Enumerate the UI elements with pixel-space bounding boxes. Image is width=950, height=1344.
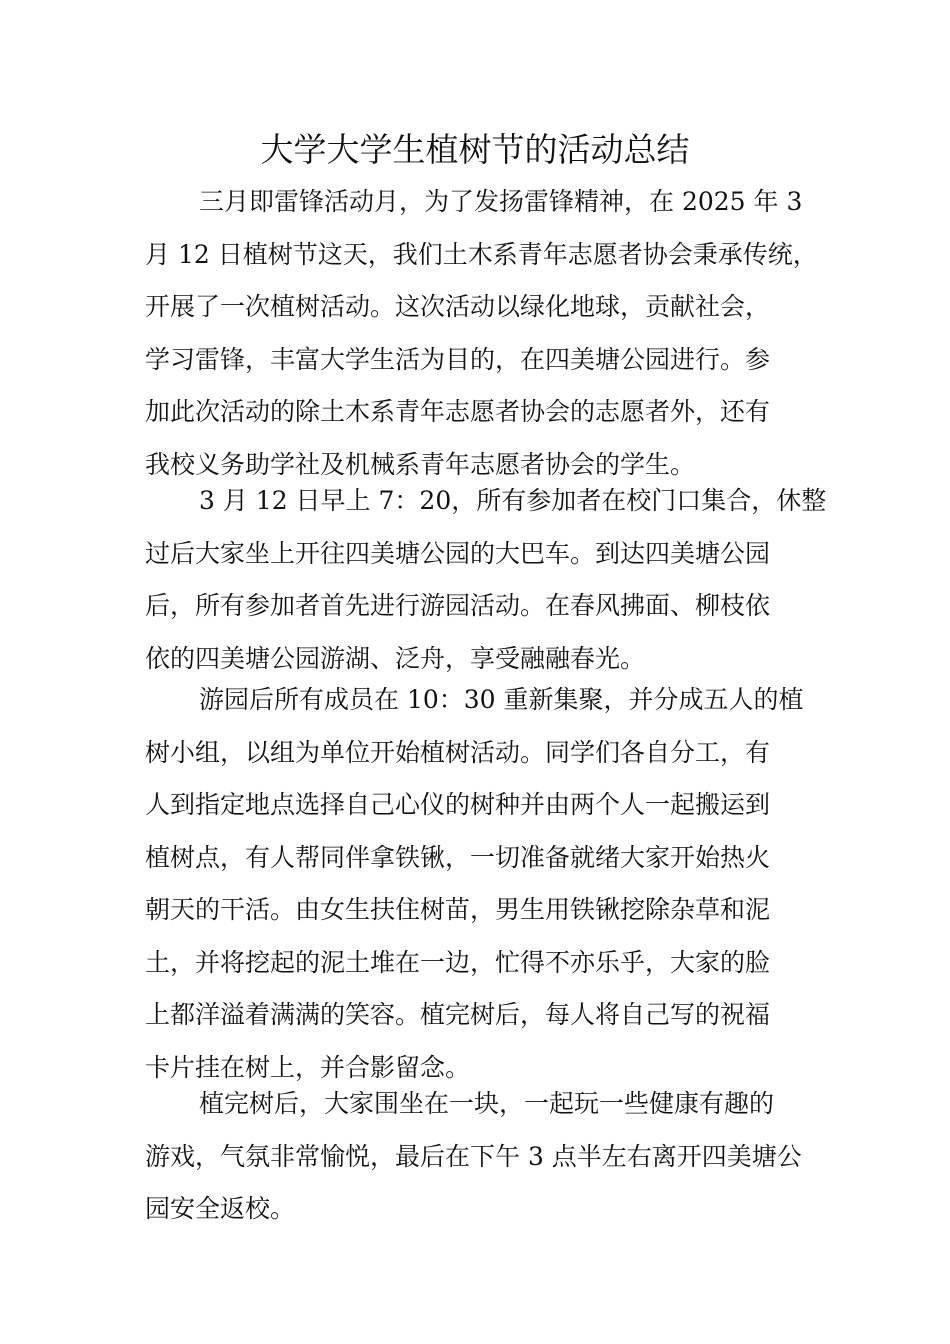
paragraph-line: 植树点，有人帮同伴拿铁锹，一切准备就绪大家开始热火 xyxy=(145,842,771,872)
paragraph-line: 依的四美塘公园游湖、泛舟，享受融融春光。 xyxy=(145,643,646,673)
paragraph-line: 3 月 12 日早上 7：20，所有参加者在校门口集合，休整 xyxy=(199,486,827,515)
paragraph-2 xyxy=(145,475,827,685)
paragraph-line: 后，所有参加者首先进行游园活动。在春风拂面、柳枝依 xyxy=(145,591,771,620)
paragraph-line: 开展了一次植树活动。这次活动以绿化地球，贡献社会， xyxy=(145,292,771,321)
paragraph-line: 卡片挂在树上，并合影留念。 xyxy=(145,1052,471,1082)
paragraph-1 xyxy=(145,176,818,491)
paragraph-line: 学习雷锋，丰富大学生活为目的，在四美塘公园进行。参 xyxy=(145,344,771,374)
paragraph-line: 加此次活动的除土木系青年志愿者协会的志愿者外，还有 xyxy=(145,397,771,426)
paragraph-line: 游园后所有成员在 10：30 重新集聚，并分成五人的植 xyxy=(199,685,804,714)
paragraph-4 xyxy=(145,1078,810,1236)
paragraph-line: 植完树后，大家围坐在一块，一起玩一些健康有趣的 xyxy=(199,1089,775,1118)
paragraph-line: 月 12 日植树节这天，我们土木系青年志愿者协会秉承传统， xyxy=(145,239,818,269)
paragraph-line: 朝天的干活。由女生扶住树苗，男生用铁锹挖除杂草和泥 xyxy=(145,895,771,924)
paragraph-line: 树小组，以组为单位开始植树活动。同学们各自分工，有 xyxy=(145,737,771,767)
paragraph-line: 上都洋溢着满满的笑容。植完树后，每人将自己写的祝福 xyxy=(145,1000,771,1029)
paragraph-3 xyxy=(145,674,810,1094)
paragraph-line: 我校义务助学社及机械系青年志愿者协会的学生。 xyxy=(145,449,696,479)
paragraph-line: 过后大家坐上开往四美塘公园的大巴车。到达四美塘公园 xyxy=(145,538,771,568)
paragraph-line: 游戏，气氛非常愉悦，最后在下午 3 点半左右离开四美塘公 xyxy=(145,1141,802,1171)
paragraph-line: 土，并将挖起的泥土堆在一边，忙得不亦乐乎，大家的脸 xyxy=(145,947,771,977)
document-title: 大学大学生植树节的活动总结 xyxy=(260,130,690,169)
paragraph-line: 园安全返校。 xyxy=(145,1194,296,1223)
paragraph-line: 人到指定地点选择自己心仪的树种并由两个人一起搬运到 xyxy=(145,790,771,819)
paragraph-line: 三月即雷锋活动月，为了发扬雷锋精神，在 2025 年 3 xyxy=(199,187,803,216)
